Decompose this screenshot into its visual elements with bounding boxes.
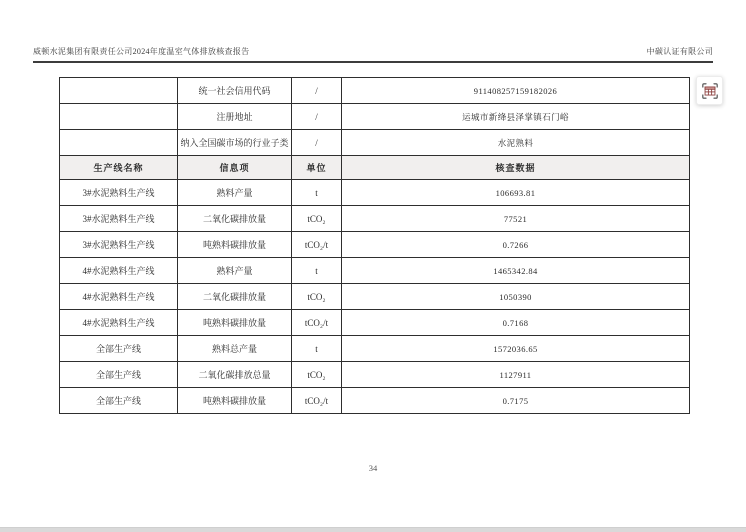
column-header: 生产线名称 xyxy=(60,156,178,180)
table-extract-button[interactable] xyxy=(696,76,723,105)
info-item-cell: 吨熟料碳排放量 xyxy=(178,388,292,414)
production-line-cell: 4#水泥熟料生产线 xyxy=(60,258,178,284)
verified-data-cell: 1465342.84 xyxy=(342,258,690,284)
viewport-background-strip xyxy=(0,527,746,532)
production-line-cell: 全部生产线 xyxy=(60,336,178,362)
info-item-cell: 熟料总产量 xyxy=(178,336,292,362)
table-row xyxy=(60,310,690,336)
info-value-cell: 911408257159182026 xyxy=(342,78,690,104)
table-row xyxy=(60,388,690,414)
info-value-cell: 水泥熟料 xyxy=(342,130,690,156)
production-line-cell: 全部生产线 xyxy=(60,388,178,414)
info-item-cell: 二氧化碳排放量 xyxy=(178,284,292,310)
info-label-cell: 统一社会信用代码 xyxy=(178,78,292,104)
table-row xyxy=(60,258,690,284)
table-row xyxy=(60,284,690,310)
info-item-cell: 熟料产量 xyxy=(178,180,292,206)
info-label-cell: 注册地址 xyxy=(178,104,292,130)
column-header: 单位 xyxy=(292,156,342,180)
verified-data-cell: 1127911 xyxy=(342,362,690,388)
page-number: 34 xyxy=(368,463,378,473)
unit-cell: tCO₂ xyxy=(292,284,342,310)
info-row xyxy=(60,104,690,130)
info-item-cell: 熟料产量 xyxy=(178,258,292,284)
info-unit-cell: / xyxy=(292,78,342,104)
unit-cell: tCO₂/t xyxy=(292,232,342,258)
table-select-icon xyxy=(701,82,719,100)
info-item-cell: 二氧化碳排放总量 xyxy=(178,362,292,388)
unit-cell: tCO₂ xyxy=(292,206,342,232)
table-row xyxy=(60,362,690,388)
verified-data-cell: 0.7266 xyxy=(342,232,690,258)
unit-cell: tCO₂/t xyxy=(292,388,342,414)
unit-cell: tCO₂ xyxy=(292,362,342,388)
empty-cell xyxy=(60,130,178,156)
unit-cell: t xyxy=(292,180,342,206)
empty-cell xyxy=(60,78,178,104)
production-line-cell: 3#水泥熟料生产线 xyxy=(60,232,178,258)
verified-data-cell: 0.7168 xyxy=(342,310,690,336)
production-line-cell: 全部生产线 xyxy=(60,362,178,388)
table-row xyxy=(60,180,690,206)
emissions-data-table xyxy=(59,77,690,414)
info-row xyxy=(60,78,690,104)
info-value-cell: 运城市新绛县泽掌镇石门峪 xyxy=(342,104,690,130)
info-item-cell: 吨熟料碳排放量 xyxy=(178,232,292,258)
verified-data-cell: 106693.81 xyxy=(342,180,690,206)
verified-data-cell: 77521 xyxy=(342,206,690,232)
table-row xyxy=(60,232,690,258)
info-label-cell: 纳入全国碳市场的行业子类 xyxy=(178,130,292,156)
certifier-header: 中碳认证有限公司 xyxy=(646,47,713,56)
production-line-cell: 3#水泥熟料生产线 xyxy=(60,180,178,206)
info-unit-cell: / xyxy=(292,130,342,156)
verified-data-cell: 1050390 xyxy=(342,284,690,310)
production-line-cell: 3#水泥熟料生产线 xyxy=(60,206,178,232)
unit-cell: t xyxy=(292,258,342,284)
column-header: 信息项 xyxy=(178,156,292,180)
unit-cell: t xyxy=(292,336,342,362)
info-row xyxy=(60,130,690,156)
document-header xyxy=(33,46,713,57)
report-title-header: 威顿水泥集团有限责任公司2024年度温室气体排放核查报告 xyxy=(33,47,250,56)
verified-data-cell: 0.7175 xyxy=(342,388,690,414)
unit-cell: tCO₂/t xyxy=(292,310,342,336)
table-row xyxy=(60,336,690,362)
production-line-cell: 4#水泥熟料生产线 xyxy=(60,310,178,336)
verified-data-cell: 1572036.65 xyxy=(342,336,690,362)
production-line-cell: 4#水泥熟料生产线 xyxy=(60,284,178,310)
table-row xyxy=(60,206,690,232)
info-item-cell: 吨熟料碳排放量 xyxy=(178,310,292,336)
empty-cell xyxy=(60,104,178,130)
column-header: 核查数据 xyxy=(342,156,690,180)
info-unit-cell: / xyxy=(292,104,342,130)
table-header-row xyxy=(60,156,690,180)
info-item-cell: 二氧化碳排放量 xyxy=(178,206,292,232)
header-divider xyxy=(33,61,713,63)
